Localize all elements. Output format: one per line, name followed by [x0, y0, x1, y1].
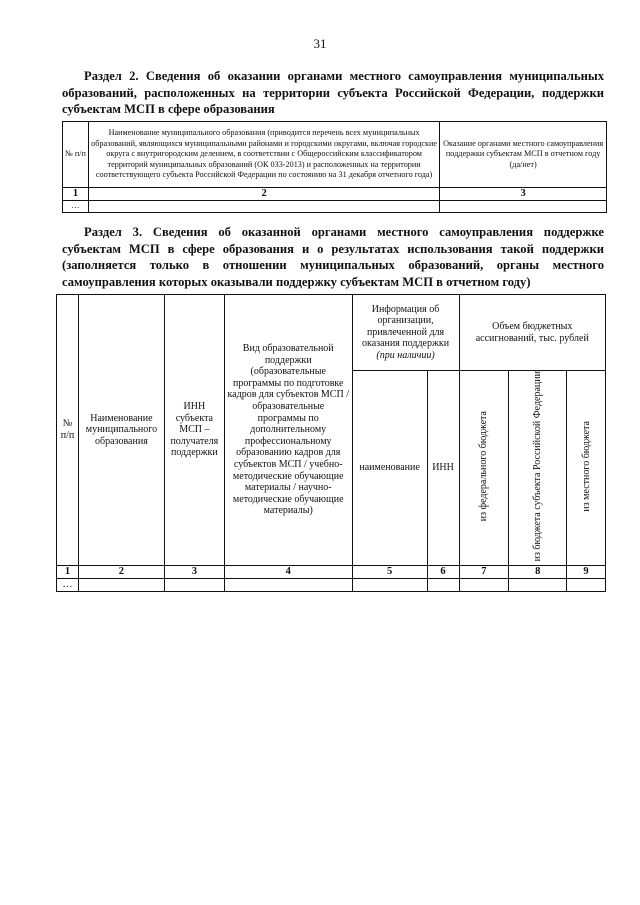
- section-2-heading: [62, 68, 604, 118]
- empty-cell: [352, 578, 427, 591]
- empty-cell: [224, 578, 352, 591]
- col-support-index: 3: [440, 188, 607, 201]
- col-organization-header: [352, 295, 459, 371]
- col-org-inn-header: ИНН: [427, 371, 459, 566]
- empty-cell: [88, 201, 439, 213]
- col-index-3: 3: [164, 565, 224, 578]
- col-local-budget-header: [567, 371, 606, 566]
- empty-cell: [459, 578, 509, 591]
- col-inn-recipient-header: ИНН субъекта МСП – получателя поддержки: [164, 295, 224, 566]
- col-budget-header: Объем бюджетных ассигнований, тыс. рублей: [459, 295, 606, 371]
- col-support-type-header: Вид образовательной поддержки (образовательные программы по подготовке кадров для субъектов МСП / образовательные программы по дополнительному профессиональному образованию кадров для субъектов МСП / учебно-методические обучающие материалы / научно-методические обучающие материалы): [224, 295, 352, 566]
- col-index-7: 7: [459, 565, 509, 578]
- regional-budget-label: из бюджета субъекта Российской Федерации: [532, 371, 544, 562]
- local-budget-label: из местного бюджета: [580, 420, 592, 512]
- ellipsis-cell: …: [57, 578, 79, 591]
- ellipsis-cell: …: [63, 201, 89, 213]
- col-index-6: 6: [427, 565, 459, 578]
- col-index-2: 2: [78, 565, 164, 578]
- col-index-8: 8: [509, 565, 567, 578]
- empty-cell: [509, 578, 567, 591]
- col-number-header: № п/п: [63, 122, 89, 188]
- col-org-name-header: наименование: [352, 371, 427, 566]
- col-municipality-header: Наименование муниципального образования: [78, 295, 164, 566]
- section-3-table: [56, 294, 606, 592]
- section-3-heading: [62, 224, 604, 290]
- col-index-5: 5: [352, 565, 427, 578]
- col-support-header: Оказание органами местного самоуправления поддержки субъектам МСП в отчетном году (да/нет): [440, 122, 607, 188]
- col-municipality-header: Наименование муниципального образования (приводится перечень всех муниципальных образований, являющихся муниципальными районами и городскими округами, включая городские округа с внутригородским делением, в соответствии с Общероссийским классификатором территорий муниципальных образований (ОК 033-2013) и расположенных на территории соответствующего субъекта Российской Федерации по состоянию на 31 декабря отчетного года): [88, 122, 439, 188]
- col-index-4: 4: [224, 565, 352, 578]
- section-3-heading-text: Раздел 3. Сведения об оказанной органами местного самоуправления поддержке субъектам МСП в сфере образования и о результатах использования такой поддержки (заполняется только в отношении муниципальных образований, органы местного самоуправления которых оказывали поддержку субъектам МСП в отчетном году): [62, 225, 604, 289]
- col-number-header: № п/п: [57, 295, 79, 566]
- empty-cell: [427, 578, 459, 591]
- page-number: 31: [313, 36, 327, 51]
- federal-budget-label: из федерального бюджета: [478, 411, 490, 522]
- col-index-1: 1: [57, 565, 79, 578]
- col-federal-budget-header: [459, 371, 509, 566]
- empty-cell: [567, 578, 606, 591]
- col-number-index: 1: [63, 188, 89, 201]
- section-2-table: [62, 121, 607, 213]
- col-municipality-index: 2: [88, 188, 439, 201]
- organization-header-note: (при наличии): [376, 349, 435, 361]
- section-2-heading-text: Раздел 2. Сведения об оказании органами местного самоуправления муниципальных образований, расположенных на территории субъекта Российской Федерации, поддержки субъектам МСП в сфере образования: [62, 69, 604, 116]
- empty-cell: [440, 201, 607, 213]
- empty-cell: [78, 578, 164, 591]
- col-index-9: 9: [567, 565, 606, 578]
- organization-header-text: Информация об организации, привлеченной для оказания поддержки: [361, 303, 450, 350]
- col-regional-budget-header: [509, 371, 567, 566]
- empty-cell: [164, 578, 224, 591]
